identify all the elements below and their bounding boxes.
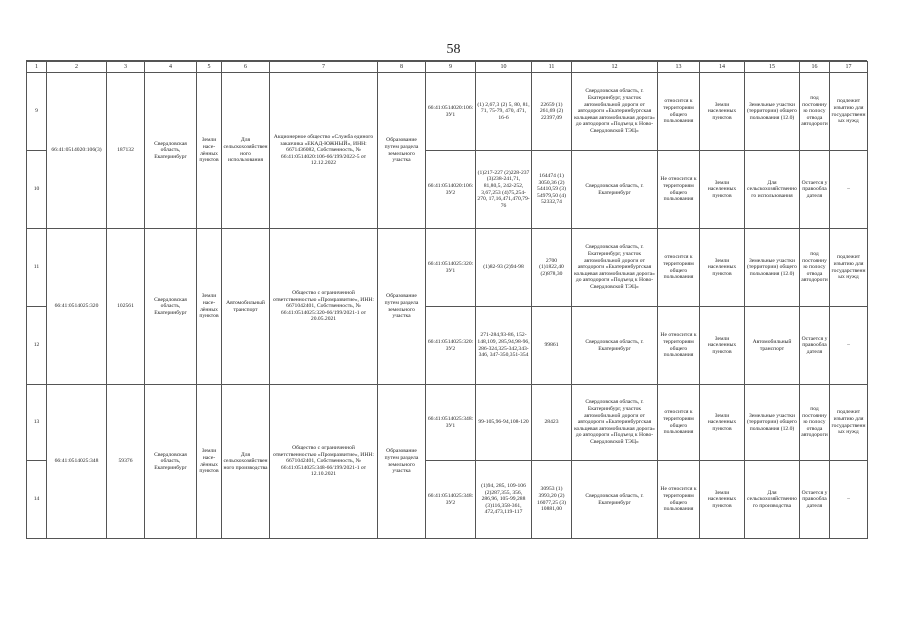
- new-category-cell: Земли населенных пунктов: [700, 73, 745, 151]
- purpose-cell: –: [830, 151, 868, 229]
- row-number-cell: 11: [27, 229, 47, 307]
- permitted-use-cell: Для сельскохозяйственного использования: [222, 73, 270, 229]
- new-category-cell: Земли населенных пунктов: [700, 385, 745, 461]
- location-cell: Свердловская область, Екатеринбург: [145, 229, 197, 385]
- address-cell: Свердловская область, г. Екатеринбург, участок автомобильной дороги от автодороги «Екатеринбургская кольцевая автомобильная дорога» до автодороги «Подъезд к Ново-Свердловской ТЭЦ»: [572, 385, 658, 461]
- column-number-cell: 7: [270, 62, 378, 73]
- cadastral-number-cell: 66:41:0514020:106(3): [47, 73, 107, 229]
- new-use-cell: Для сельскохозяйственного использования: [745, 151, 800, 229]
- permitted-use-cell: Автомобильный транспорт: [222, 229, 270, 385]
- row-number-cell: 10: [27, 151, 47, 229]
- new-use-cell: Земельные участки (территории) общего пользования (12.0): [745, 73, 800, 151]
- general-use-cell: Не относится к территориям общего пользования: [658, 461, 700, 539]
- formation-method-cell: Образование путем раздела земельного участка: [378, 229, 426, 385]
- boundary-points-cell: (1)217-227 (2)228-237 (3)238-241,71, 81,80,5, 242-252, 3,67,253 (4)75,254-270, 17,16,471,470,79-76: [476, 151, 532, 229]
- table-body: [27, 62, 868, 539]
- page-number: 58: [446, 42, 461, 57]
- column-number-cell: 17: [830, 62, 868, 73]
- column-number-cell: 14: [700, 62, 745, 73]
- table-row: [27, 73, 868, 151]
- new-category-cell: Земли населенных пунктов: [700, 461, 745, 539]
- rights-holder-cell: Общество с ограниченной ответственностью «Промразвитие», ИНН: 6671042401, Собственность, № 66:41:0514025:320-66/199/2021-1 от 20.05.2021: [270, 229, 378, 385]
- new-area-cell: 2700 (1)1822,40 (2)878,30: [532, 229, 572, 307]
- address-cell: Свердловская область, г. Екатеринбург, участок автомобильной дороги от автодороги «Екатеринбургская кольцевая автомобильная дорога» до автодороги «Подъезд к Ново-Свердловской ТЭЦ»: [572, 229, 658, 307]
- column-number-cell: 3: [107, 62, 145, 73]
- permitted-use-cell: Для сельскохозяйственного производства: [222, 385, 270, 539]
- column-number-cell: 12: [572, 62, 658, 73]
- new-type-cell: под постоянную полосу отвода автодороги: [800, 229, 830, 307]
- new-type-cell: Остается у правообладателя: [800, 307, 830, 385]
- new-cadastral-cell: 66:41:0514025:320:ЗУ1: [426, 229, 476, 307]
- purpose-cell: подлежит изъятию для государственных нужд: [830, 73, 868, 151]
- new-type-cell: Остается у правообладателя: [800, 461, 830, 539]
- area-cell: 102561: [107, 229, 145, 385]
- purpose-cell: –: [830, 461, 868, 539]
- new-cadastral-cell: 66:41:0514020:106:ЗУ1: [426, 73, 476, 151]
- general-use-cell: относится к территориям общего пользования: [658, 385, 700, 461]
- location-cell: Свердловская область, Екатеринбург: [145, 385, 197, 539]
- new-area-cell: 28423: [532, 385, 572, 461]
- column-number-cell: 16: [800, 62, 830, 73]
- rights-holder-cell: Акционерное общество «Служба единого заказчика «ЕКАД-ЮЖНЫЙ», ИНН: 6671436082, Собственность, № 66:41:0514020:106-66/199/2022-5 от 12.12.2022: [270, 73, 378, 229]
- new-area-cell: 99861: [532, 307, 572, 385]
- purpose-cell: подлежит изъятию для государственных нужд: [830, 229, 868, 307]
- boundary-points-cell: 99-105,96-94,108-120: [476, 385, 532, 461]
- rights-holder-cell: Общество с ограниченной ответственностью «Промразвитие», ИНН: 6671042401, Собственность, № 66:41:0514025:348-66/199/2021-1 от 12.10.2021: [270, 385, 378, 539]
- formation-method-cell: Образование путем раздела земельного участка: [378, 73, 426, 229]
- new-area-cell: 30953 (1) 3993,20 (2) 16077,25 (3) 10881,00: [532, 461, 572, 539]
- general-use-cell: относится к территориям общего пользования: [658, 229, 700, 307]
- land-category-cell: Земли насе-лённых пунктов: [197, 229, 222, 385]
- land-category-cell: Земли насе-лённых пунктов: [197, 385, 222, 539]
- row-number-cell: 12: [27, 307, 47, 385]
- column-number-cell: 13: [658, 62, 700, 73]
- area-cell: 187132: [107, 73, 145, 229]
- new-use-cell: Земельные участки (территории) общего пользования (12.0): [745, 385, 800, 461]
- address-cell: Свердловская область, г. Екатеринбург: [572, 461, 658, 539]
- column-number-cell: 11: [532, 62, 572, 73]
- general-use-cell: Не относится к территориям общего пользования: [658, 151, 700, 229]
- new-use-cell: Автомобильный транспорт: [745, 307, 800, 385]
- column-number-cell: 15: [745, 62, 800, 73]
- row-number-cell: 9: [27, 73, 47, 151]
- cadastral-number-cell: 66:41:0514025:320: [47, 229, 107, 385]
- column-number-cell: 4: [145, 62, 197, 73]
- new-type-cell: Остается у правообладателя: [800, 151, 830, 229]
- new-use-cell: Для сельскохозяйственного производства: [745, 461, 800, 539]
- new-category-cell: Земли населенных пунктов: [700, 307, 745, 385]
- location-cell: Свердловская область, Екатеринбург: [145, 73, 197, 229]
- new-area-cell: 22659 (1) 261,69 (2) 22397,09: [532, 73, 572, 151]
- new-use-cell: Земельные участки (территории) общего пользования (12.0): [745, 229, 800, 307]
- column-number-cell: 6: [222, 62, 270, 73]
- column-number-cell: 2: [47, 62, 107, 73]
- row-number-cell: 13: [27, 385, 47, 461]
- new-category-cell: Земли населенных пунктов: [700, 151, 745, 229]
- new-cadastral-cell: 66:41:0514025:320:ЗУ2: [426, 307, 476, 385]
- boundary-points-cell: (1)94, 285, 109-106 (2)287,355, 356, 286,96, 105-99,288 (3)116,358-361, 472,473,119-117: [476, 461, 532, 539]
- address-cell: Свердловская область, г. Екатеринбург, участок автомобильной дороги от автодороги «Екатеринбургская кольцевая автомобильная дорога» до автодороги «Подъезд к Ново-Свердловской ТЭЦ»: [572, 73, 658, 151]
- address-cell: Свердловская область, г. Екатеринбург: [572, 307, 658, 385]
- formation-method-cell: Образование путем раздела земельного участка: [378, 385, 426, 539]
- address-cell: Свердловская область, г. Екатеринбург: [572, 151, 658, 229]
- general-use-cell: относится к территориям общего пользования: [658, 73, 700, 151]
- purpose-cell: подлежит изъятию для государственных нужд: [830, 385, 868, 461]
- column-number-cell: 8: [378, 62, 426, 73]
- new-cadastral-cell: 66:41:0514025:348:ЗУ1: [426, 385, 476, 461]
- row-number-cell: 14: [27, 461, 47, 539]
- column-number-cell: 5: [197, 62, 222, 73]
- table-row: [27, 385, 868, 461]
- new-area-cell: 164474 (1) 3050,36 (2) 54410,59 (3) 54979,50 (4) 52332,74: [532, 151, 572, 229]
- boundary-points-cell: 271-284,93-86, 152-148,109, 285,94,98-96, 286-324,325-342,343-346, 347-350,351-354: [476, 307, 532, 385]
- general-use-cell: Не относится к территориям общего пользования: [658, 307, 700, 385]
- area-cell: 59376: [107, 385, 145, 539]
- cadastral-number-cell: 66:41:0514025:348: [47, 385, 107, 539]
- table-row: [27, 229, 868, 307]
- land-plots-table: [26, 61, 868, 539]
- column-number-row: [27, 62, 868, 73]
- purpose-cell: –: [830, 307, 868, 385]
- new-type-cell: под постоянную полосу отвода автодороги: [800, 385, 830, 461]
- new-category-cell: Земли населенных пунктов: [700, 229, 745, 307]
- boundary-points-cell: (1) 2,67,3 (2) 5, 80, 81, 71, 75-79, 470, 471, 16-6: [476, 73, 532, 151]
- new-cadastral-cell: 66:41:0514025:348:ЗУ2: [426, 461, 476, 539]
- column-number-cell: 1: [27, 62, 47, 73]
- new-type-cell: под постоянную полосу отвода автодороги: [800, 73, 830, 151]
- boundary-points-cell: (1)82-93 (2)94-98: [476, 229, 532, 307]
- column-number-cell: 9: [426, 62, 476, 73]
- land-category-cell: Земли насе-лённых пунктов: [197, 73, 222, 229]
- column-number-cell: 10: [476, 62, 532, 73]
- new-cadastral-cell: 66:41:0514020:106:ЗУ2: [426, 151, 476, 229]
